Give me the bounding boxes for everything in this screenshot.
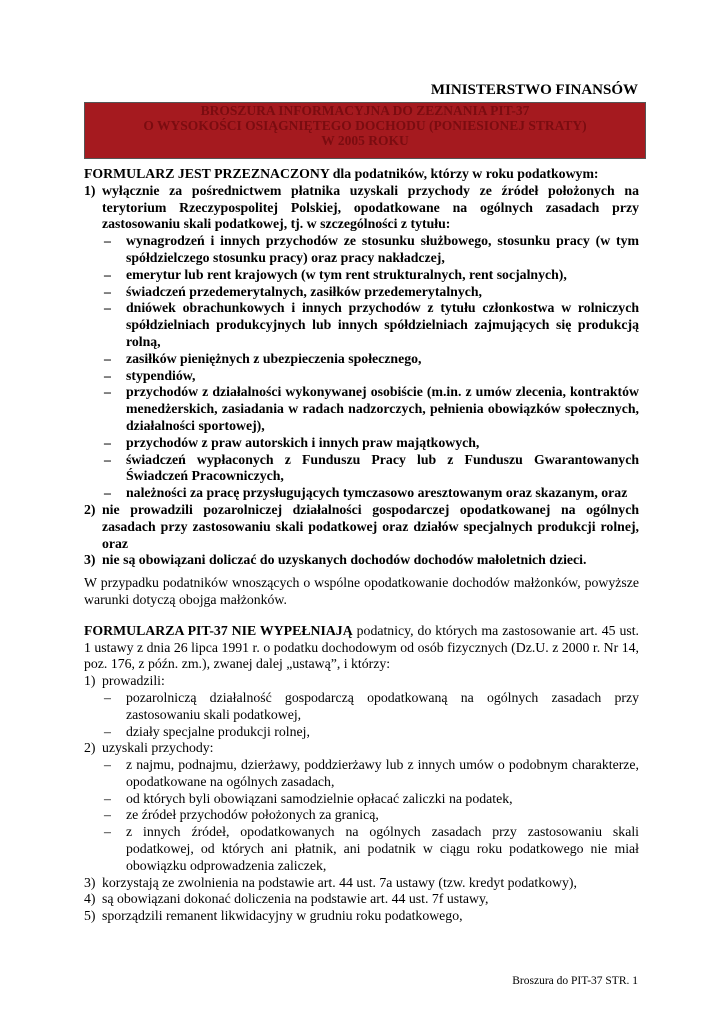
list-item: 1) wyłącznie za pośrednictwem płatnika uzyskali przychody ze źródeł położonych na terytorium Rzeczypospolitej Polskiej, opodatkowane na ogólnych zasadach przy zastosowaniu skali podatkowej, tj. w szczególności z tytułu: xyxy=(84,182,639,232)
list-item: 3) korzystają ze zwolnienia na podstawie art. 44 ust. 7a ustawy (tzw. kredyt podatkowy), xyxy=(84,874,577,890)
list-subitem: – przychodów z praw autorskich i innych praw majątkowych, xyxy=(104,434,480,450)
list-subitem: – zasiłków pieniężnych z ubezpieczenia społecznego, xyxy=(104,350,422,366)
list-item: 3) nie są obowiązani doliczać do uzyskanych dochodów dochodów małoletnich dzieci. xyxy=(84,552,587,568)
title-banner xyxy=(84,102,646,159)
list-item: 4) są obowiązani dokonać doliczenia na podstawie art. 44 ust. 7f ustawy, xyxy=(84,891,489,907)
list-subitem: – świadczeń wypłaconych z Funduszu Pracy lub z Funduszu Gwarantowanych Świadczeń Pracowniczych, xyxy=(104,451,639,484)
section2-intro: FORMULARZA PIT-37 NIE WYPEŁNIAJĄ podatnicy, do których ma zastosowanie art. 45 ust. 1 ustawy z dnia 26 lipca 1991 r. o podatku dochodowym od osób fizycznych (Dz.U. z 2000 r. Nr 14, poz. 176, z późn. zm.), zwanej dalej „ustawą”, i którzy: xyxy=(84,622,640,672)
list-subitem: – od których byli obowiązani samodzielnie opłacać zaliczki na podatek, xyxy=(104,790,513,806)
ministry-heading: MINISTERSTWO FINANSÓW xyxy=(430,82,638,98)
list-item: 2) nie prowadzili pozarolniczej działalności gospodarczej opodatkowanej na ogólnych zasadach przy zastosowaniu skali podatkowej oraz działów specjalnych produkcji rolnej, oraz xyxy=(84,501,639,551)
list-subitem: – świadczeń przedemerytalnych, zasiłków przedemerytalnych, xyxy=(104,283,482,299)
list-subitem: – wynagrodzeń i innych przychodów ze stosunku służbowego, stosunku pracy (w tym spółdzielczego stosunku pracy) oraz pracy nakładczej, xyxy=(104,233,639,265)
list-subitem: – ze źródeł przychodów położonych za granicą, xyxy=(104,807,379,823)
spouses-note: W przypadku podatników wnoszących o wspólne opodatkowanie dochodów małżonków, powyższe warunki dotyczą obojga małżonków. xyxy=(84,575,639,607)
list-subitem: – z najmu, podnajmu, dzierżawy, poddzierżawy lub z innych umów o podobnym charakterze, opodatkowane na ogólnych zasadach, xyxy=(104,757,639,789)
list-subitem: – należności za pracę przysługujących tymczasowo aresztowanym oraz skazanym, oraz xyxy=(104,485,628,501)
section1-intro: FORMULARZ JEST PRZEZNACZONY dla podatników, którzy w roku podatkowym: xyxy=(84,166,599,181)
list-subitem: – z innych źródeł, opodatkowanych na ogólnych zasadach przy zastosowaniu skali podatkowej, od których ani płatnik, ani podatnik w ciągu roku podatkowego nie miał obowiązku odprowadzenia zaliczek, xyxy=(104,824,639,873)
list-subitem: – przychodów z działalności wykonywanej osobiście (m.in. z umów zlecenia, kontraktów menedżerskich, zasiadania w radach nadzorczych, pełnienia obowiązków społecznych, działalności sportowej), xyxy=(104,384,639,433)
banner-line: BROSZURA INFORMACYJNA DO ZEZNANIA PIT-37 xyxy=(200,103,530,118)
list-item: 1) prowadzili: xyxy=(84,673,165,689)
list-item: 2) uzyskali przychody: xyxy=(84,740,214,756)
list-item: 5) sporządzili remanent likwidacyjny w grudniu roku podatkowego, xyxy=(84,908,463,924)
list-subitem: – stypendiów, xyxy=(104,367,196,383)
list-subitem: – pozarolniczą działalność gospodarczą opodatkowaną na ogólnych zasadach przy zastosowaniu skali podatkowej, xyxy=(104,689,639,722)
banner-line: O WYSOKOŚCI OSIĄGNIĘTEGO DOCHODU (PONIESIONEJ STRATY) xyxy=(143,118,587,133)
list-subitem: – emerytur lub rent krajowych (w tym rent strukturalnych, rent socjalnych), xyxy=(104,266,567,282)
list-subitem: – dniówek obrachunkowych i innych przychodów z tytułu członkostwa w rolniczych spółdzielniach produkcyjnych lub innych spółdzielniach zajmujących się produkcją rolną, xyxy=(104,300,639,349)
banner-line: W 2005 ROKU xyxy=(321,133,409,148)
document-body xyxy=(84,166,639,925)
section1-list xyxy=(84,183,639,569)
page-footer: Broszura do PIT-37 STR. 1 xyxy=(512,975,638,987)
list-subitem: – działy specjalne produkcji rolnej, xyxy=(104,723,310,739)
section2-list xyxy=(84,673,639,925)
